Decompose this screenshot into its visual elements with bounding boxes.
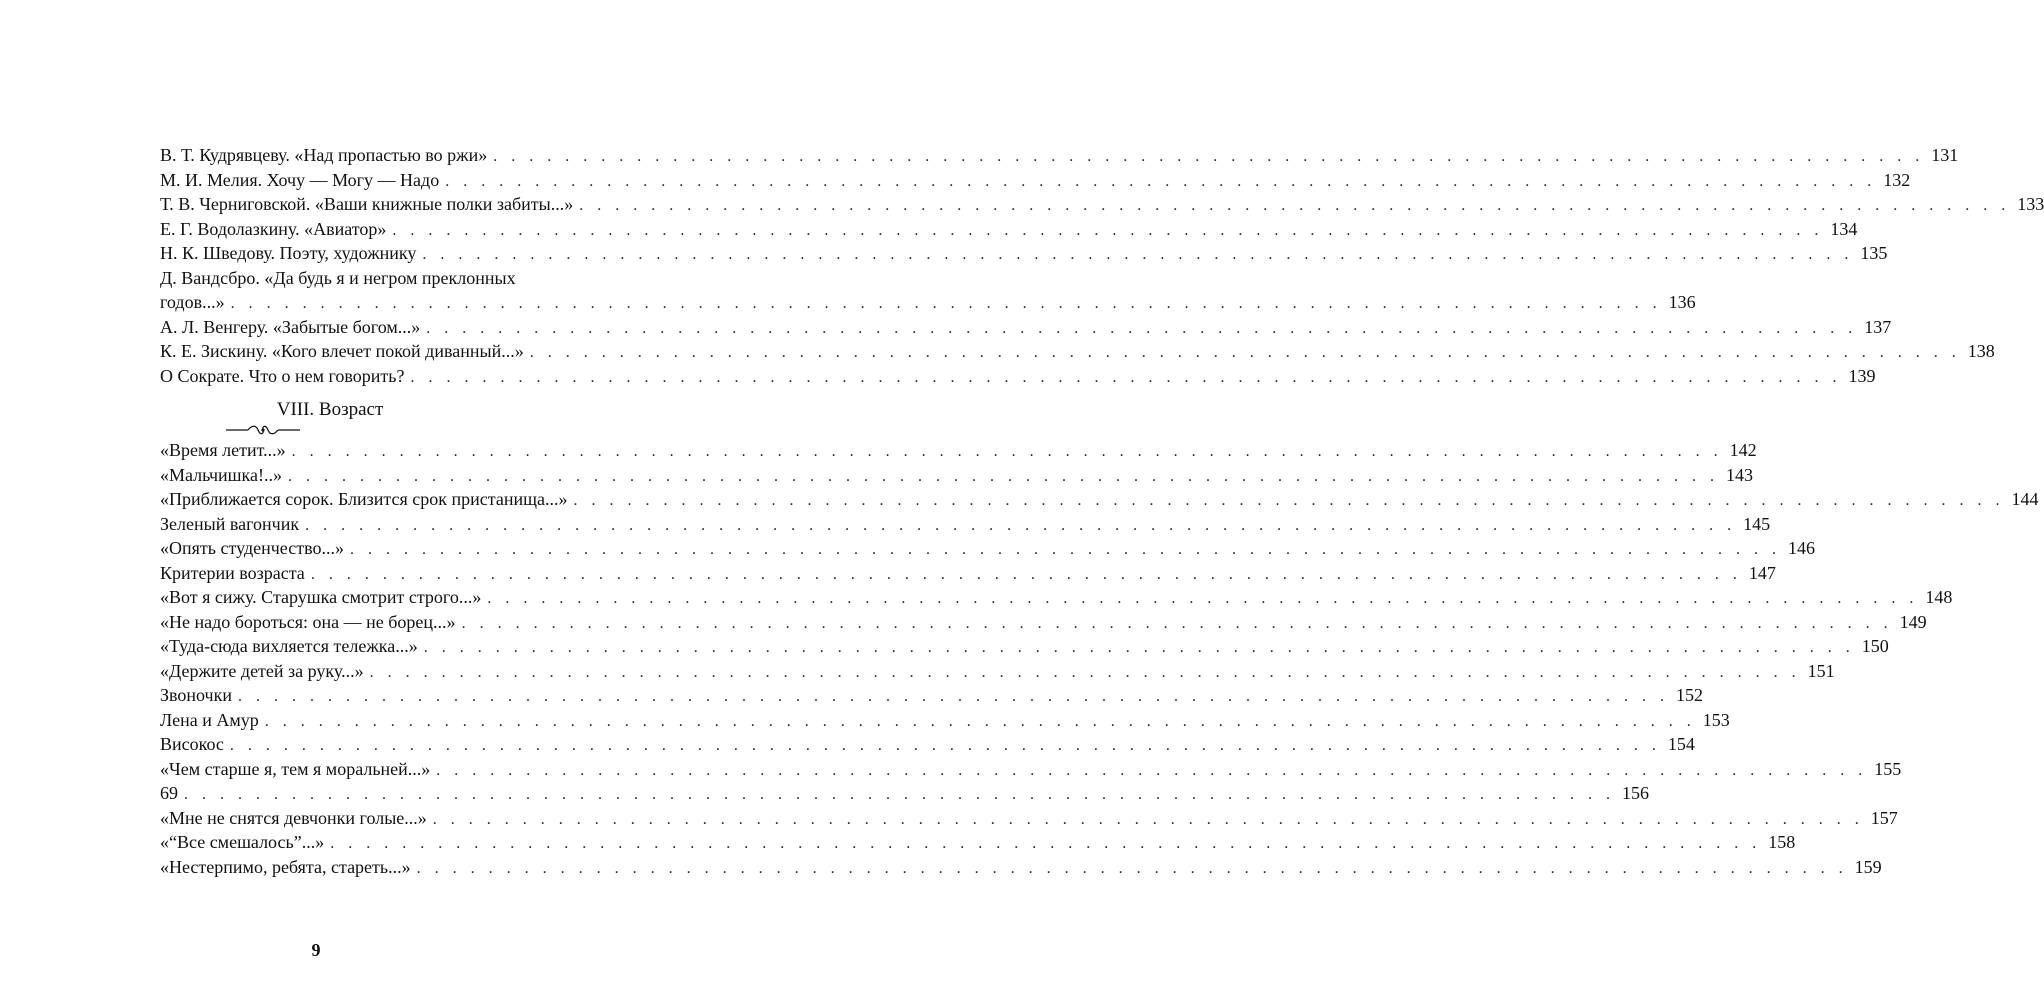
- toc-entry-title: О Сократе. Что о нем говорить?: [160, 365, 405, 386]
- toc-entry: [160, 781, 1649, 806]
- toc-entry-title-continuation: годов...»: [160, 292, 225, 312]
- section-heading: VIII. Возраст: [276, 399, 384, 420]
- toc-entry-page: 156: [1622, 783, 1649, 803]
- toc-entry-page: 135: [1860, 243, 1888, 263]
- ornament-divider-icon: [226, 424, 300, 436]
- page-number: 9: [311, 940, 321, 960]
- dot-leader: [370, 661, 1801, 686]
- toc-entry-page: 148: [1925, 587, 1953, 607]
- dot-leader: [579, 194, 2010, 219]
- toc-entry-page: 138: [1967, 341, 1995, 361]
- table-of-contents-top: [160, 143, 2044, 388]
- toc-entry-page: 142: [1729, 440, 1757, 460]
- dot-leader: [184, 783, 1615, 808]
- dot-leader: [530, 341, 1961, 366]
- toc-entry: [160, 217, 1858, 242]
- toc-entry-title: «Вот я сижу. Старушка смотрит строго...»: [160, 587, 482, 607]
- table-of-contents-bottom: [160, 438, 2039, 879]
- toc-entry: [160, 732, 1695, 757]
- toc-entry-title: А. Л. Венгеру. «Забытые богом...»: [160, 316, 421, 337]
- toc-entry: [160, 659, 1835, 684]
- toc-entry-page: 149: [1899, 611, 1927, 632]
- toc-entry-page: 153: [1702, 709, 1730, 730]
- dot-leader: [422, 243, 1853, 268]
- toc-entry-page: 152: [1676, 685, 1703, 705]
- toc-entry: [160, 806, 1898, 831]
- dot-leader: [445, 170, 1876, 195]
- dot-leader: [487, 587, 1918, 612]
- toc-entry-title: Н. К. Шведову. Поэту, художнику: [160, 243, 417, 263]
- dot-leader: [433, 808, 1864, 833]
- toc-entry: [160, 487, 2039, 512]
- toc-entry-page: 147: [1748, 562, 1776, 583]
- dot-leader: [330, 832, 1761, 857]
- toc-entry-title: Е. Г. Водолазкину. «Авиатор»: [160, 218, 387, 239]
- toc-entry: [160, 757, 1902, 782]
- toc-entry-page: 132: [1883, 169, 1911, 190]
- toc-entry: [160, 143, 1959, 168]
- toc-entry-title: «Нестерпимо, ребята, стареть...»: [160, 856, 411, 877]
- toc-entry-page: 137: [1864, 316, 1892, 337]
- toc-entry-page: 159: [1854, 856, 1882, 877]
- toc-entry-page: 134: [1830, 218, 1858, 239]
- toc-entry-title: «Не надо бороться: она — не борец...»: [160, 611, 456, 632]
- toc-entry: [160, 241, 1888, 266]
- dot-leader: [238, 685, 1669, 710]
- dot-leader: [462, 612, 1893, 637]
- toc-entry: [160, 708, 1730, 733]
- dot-leader: [417, 857, 1848, 882]
- toc-entry-page: 136: [1668, 292, 1696, 312]
- dot-leader: [493, 145, 1924, 170]
- toc-entry: [160, 830, 1796, 855]
- toc-entry-title: «Туда-сюда вихляется тележка...»: [160, 636, 418, 656]
- toc-entry-page: 151: [1807, 660, 1835, 681]
- toc-entry: [160, 315, 1892, 340]
- toc-entry-title: «Держите детей за руку...»: [160, 660, 364, 681]
- dot-leader: [424, 636, 1855, 661]
- toc-entry-title: В. Т. Кудрявцеву. «Над пропастью во ржи»: [160, 145, 488, 165]
- toc-entry-page: 145: [1743, 513, 1771, 534]
- toc-entry-title: «Чем старше я, тем я моральней...»: [160, 758, 431, 779]
- toc-entry: [160, 463, 1753, 488]
- toc-entry-title: Лена и Амур: [160, 709, 259, 730]
- dot-leader: [305, 514, 1736, 539]
- toc-entry: [160, 438, 1757, 463]
- toc-entry-title: «Время летит...»: [160, 440, 286, 460]
- toc-entry-title-first-line: Д. Вандсбро. «Да будь я и негром преклонных: [160, 267, 516, 288]
- dot-leader: [230, 734, 1661, 759]
- dot-leader: [573, 489, 2004, 514]
- dot-leader: [426, 317, 1857, 342]
- dot-leader: [292, 440, 1723, 465]
- dot-leader: [288, 465, 1719, 490]
- toc-entry-page: 146: [1787, 538, 1815, 558]
- toc-entry-title: М. И. Мелия. Хочу — Могу — Надо: [160, 169, 440, 190]
- toc-entry: [160, 364, 1876, 389]
- toc-entry: [160, 585, 1953, 610]
- toc-entry: [160, 168, 1911, 193]
- toc-entry-title: Звоночки: [160, 685, 232, 705]
- toc-entry-page: 158: [1768, 832, 1796, 852]
- toc-entry-page: 139: [1848, 365, 1876, 386]
- dot-leader: [436, 759, 1867, 784]
- toc-entry: [160, 610, 1927, 635]
- toc-entry: [160, 855, 1882, 880]
- toc-entry-title: «“Все смешалось”...»: [160, 832, 325, 852]
- dot-leader: [231, 292, 1662, 317]
- dot-leader: [410, 366, 1841, 391]
- dot-leader: [392, 219, 1823, 244]
- toc-entry-title: «Опять студенчество...»: [160, 538, 344, 558]
- toc-entry: [160, 634, 1889, 659]
- toc-entry-title: Критерии возраста: [160, 562, 305, 583]
- toc-entry: [160, 339, 1995, 364]
- toc-entry-title: 69: [160, 783, 178, 803]
- toc-entry-page: 131: [1931, 145, 1959, 165]
- toc-entry: [160, 512, 1771, 537]
- toc-entry-title: К. Е. Зискину. «Кого влечет покой диванный...»: [160, 341, 524, 361]
- toc-entry-page: 143: [1725, 464, 1753, 485]
- toc-entry-page: 157: [1870, 807, 1898, 828]
- toc-entry-title: «Приближается сорок. Близится срок пристанища...»: [160, 489, 568, 509]
- dot-leader: [311, 563, 1742, 588]
- toc-entry: [160, 290, 1696, 315]
- toc-entry-page: 150: [1861, 636, 1889, 656]
- toc-entry-page: 155: [1874, 758, 1902, 779]
- toc-entry-title: «Мне не снятся девчонки голые...»: [160, 807, 427, 828]
- toc-entry-page: 133: [2017, 194, 2044, 214]
- toc-entry-page: 154: [1667, 734, 1695, 754]
- toc-entry-page: 144: [2011, 489, 2039, 509]
- toc-entry-title: Т. В. Черниговской. «Ваши книжные полки забиты...»: [160, 194, 574, 214]
- toc-entry-title: «Мальчишка!..»: [160, 464, 282, 485]
- dot-leader: [350, 538, 1781, 563]
- toc-entry-title: Зеленый вагончик: [160, 513, 300, 534]
- toc-entry: [160, 561, 1776, 586]
- toc-entry: [160, 192, 2044, 217]
- toc-entry: [160, 536, 1815, 561]
- toc-entry: [160, 683, 1703, 708]
- toc-entry-title: Високос: [160, 734, 224, 754]
- dot-leader: [265, 710, 1696, 735]
